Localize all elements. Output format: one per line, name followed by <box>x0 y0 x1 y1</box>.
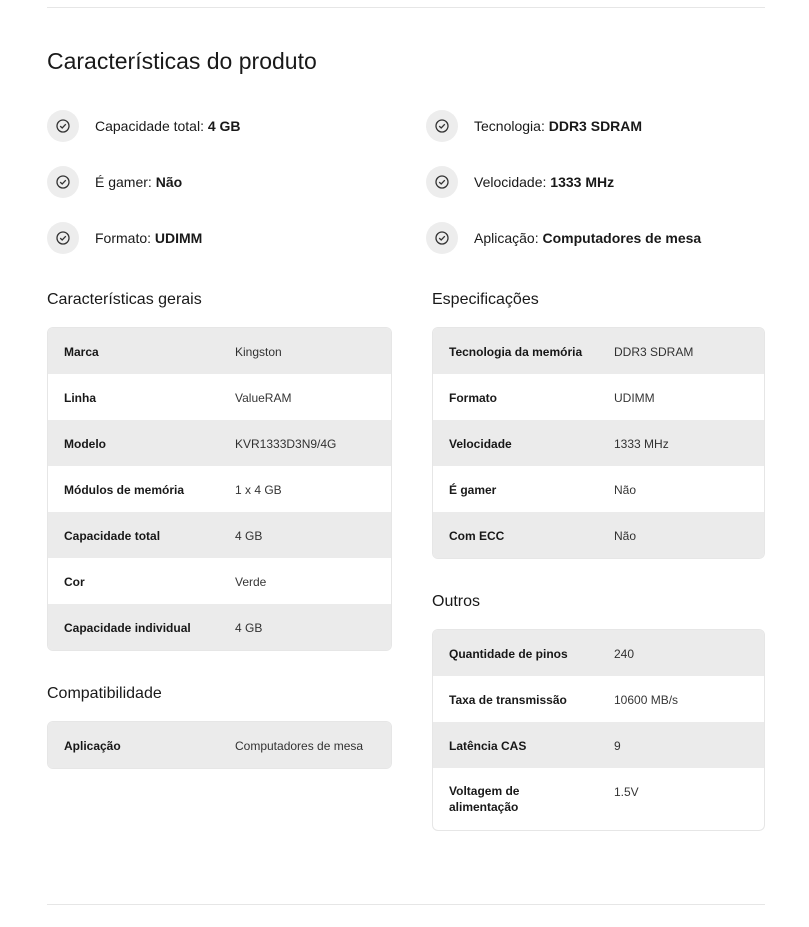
row-key: Latência CAS <box>449 739 527 753</box>
table-row <box>48 722 391 768</box>
row-key: Linha <box>64 391 96 405</box>
check-circle-icon <box>47 222 79 254</box>
highlight-velocidade <box>426 166 614 198</box>
row-key: Capacidade individual <box>64 621 191 635</box>
highlight-value: Não <box>155 174 183 190</box>
row-value: Computadores de mesa <box>235 739 364 753</box>
row-value: Não <box>614 529 637 543</box>
table-row <box>48 374 391 420</box>
table-row <box>48 466 391 512</box>
row-value: Verde <box>235 575 267 589</box>
table-row <box>48 328 391 374</box>
highlight-aplicacao <box>426 222 701 254</box>
table-row <box>433 768 764 830</box>
section-title-outros: Outros <box>432 593 481 610</box>
row-value: Não <box>614 483 637 497</box>
highlight-value: Computadores de mesa <box>542 230 702 246</box>
table-row <box>433 374 764 420</box>
page-title: Características do produto <box>47 48 317 74</box>
row-key: Voltagem de alimentação <box>449 784 520 814</box>
check-circle-icon <box>47 110 79 142</box>
row-key: Quantidade de pinos <box>449 647 568 661</box>
bottom-divider <box>47 904 765 905</box>
highlight-label: É gamer: <box>95 174 156 190</box>
row-key: Cor <box>64 575 85 589</box>
check-circle-icon <box>426 222 458 254</box>
table-row <box>433 328 764 374</box>
highlight-capacidade-total <box>47 110 241 142</box>
check-circle-icon <box>47 166 79 198</box>
table-row <box>433 722 764 768</box>
table-especificacoes <box>432 327 765 559</box>
check-circle-icon <box>426 110 458 142</box>
row-value: 4 GB <box>235 529 263 543</box>
row-value: 240 <box>614 647 635 661</box>
table-row <box>433 512 764 558</box>
row-value: UDIMM <box>614 391 655 405</box>
table-row <box>48 420 391 466</box>
table-gerais <box>47 327 392 651</box>
row-value: 1.5V <box>614 785 639 799</box>
check-circle-icon <box>426 166 458 198</box>
highlight-formato <box>47 222 202 254</box>
highlight-label: Velocidade: <box>474 174 551 190</box>
row-value: 9 <box>614 739 621 753</box>
highlight-label: Aplicação: <box>474 230 543 246</box>
row-key: É gamer <box>449 483 497 497</box>
row-key: Modelo <box>64 437 106 451</box>
table-row <box>433 466 764 512</box>
row-value: Kingston <box>235 345 282 359</box>
row-value: 4 GB <box>235 621 263 635</box>
row-value: 1 x 4 GB <box>235 483 282 497</box>
highlight-gamer <box>47 166 182 198</box>
row-key: Tecnologia da memória <box>449 345 583 359</box>
section-title-especificacoes: Especificações <box>432 291 539 308</box>
row-key: Aplicação <box>64 739 121 753</box>
row-key: Taxa de transmissão <box>449 693 567 707</box>
row-key: Marca <box>64 345 99 359</box>
table-row <box>48 558 391 604</box>
row-value: 1333 MHz <box>614 437 669 451</box>
row-value: 10600 MB/s <box>614 693 679 707</box>
highlight-value: UDIMM <box>154 230 203 246</box>
top-divider <box>47 7 765 8</box>
table-row <box>433 420 764 466</box>
highlight-value: 1333 MHz <box>550 174 615 190</box>
table-row <box>433 676 764 722</box>
table-row <box>48 604 391 650</box>
row-key: Módulos de memória <box>64 483 185 497</box>
highlight-label: Formato: <box>95 230 155 246</box>
row-value: ValueRAM <box>235 391 292 405</box>
table-row <box>433 630 764 676</box>
row-key: Velocidade <box>449 437 512 451</box>
highlight-value: DDR3 SDRAM <box>548 118 643 134</box>
row-key: Capacidade total <box>64 529 161 543</box>
highlight-label: Tecnologia: <box>474 118 549 134</box>
section-title-compatibilidade: Compatibilidade <box>47 685 162 702</box>
table-outros <box>432 629 765 831</box>
highlight-label: Capacidade total: <box>95 118 208 134</box>
table-compatibilidade <box>47 721 392 769</box>
highlight-tecnologia <box>426 110 642 142</box>
highlight-value: 4 GB <box>207 118 241 134</box>
row-key: Com ECC <box>449 529 505 543</box>
row-value: KVR1333D3N9/4G <box>235 437 337 451</box>
table-row <box>48 512 391 558</box>
row-key: Formato <box>449 391 497 405</box>
row-value: DDR3 SDRAM <box>614 345 694 359</box>
section-title-gerais: Características gerais <box>47 291 202 308</box>
